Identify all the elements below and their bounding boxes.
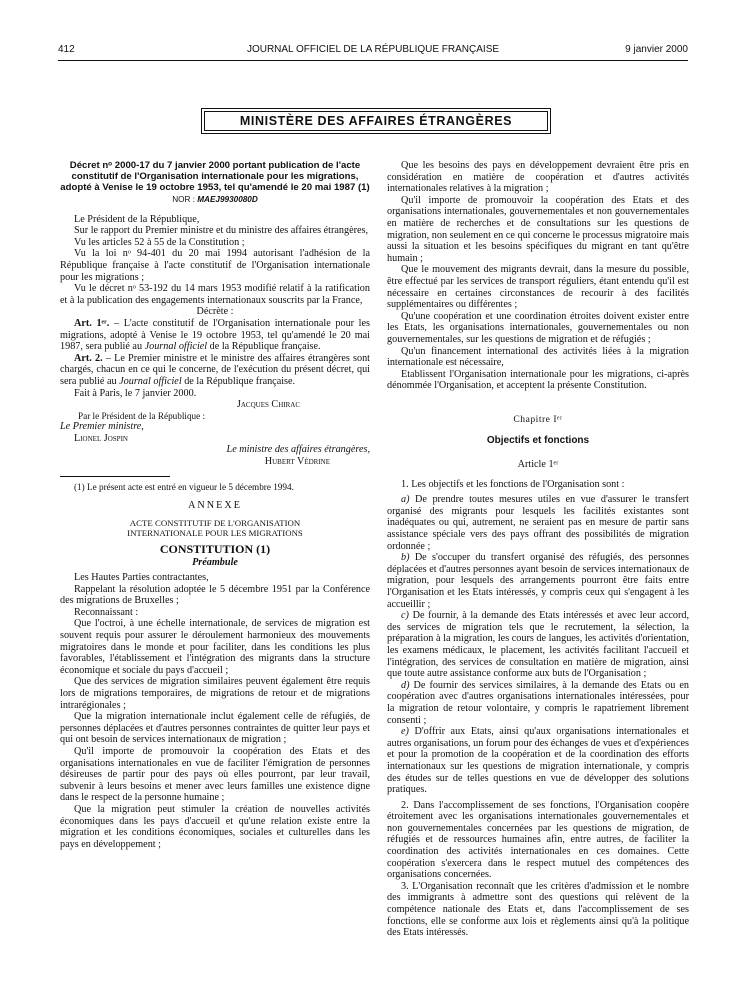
par-le-president: Par le Président de la République : [78, 410, 206, 421]
preamble-para: Que le mouvement des migrants devrait, dans la mesure du possible, être effectué par les services de transport réguliers, étant entendu qu'il est nécessaire en certaines circonstances de recourir à des facilités supplémentaires ou différentes ; [387, 264, 689, 311]
preamble-para: Qu'une coopération et une coordination étroites doivent exister entre les Etats, les organisations internationales, gouvernementales ou non gouvernementales, sur les questions de migration et de réfugiés ; [387, 310, 689, 345]
decree-para: Le Président de la République, [74, 213, 200, 225]
preamble-heading: Préambule [192, 557, 238, 569]
pm-title: Le Premier ministre, [60, 421, 144, 433]
page-number: 412 [58, 44, 75, 55]
nor-reference: NOR : MAEJ9930080D [172, 195, 258, 204]
pm-name: Lionel Jospin [74, 432, 128, 444]
constitution-heading: CONSTITUTION (1) [159, 541, 271, 556]
acte-title-line2: INTERNATIONALE POUR LES MIGRATIONS [127, 527, 303, 538]
item-a: a) De prendre toutes mesures utiles en vue d'assurer le transfert organisé des migrants pour lesquels les facilités existantes sont inadéquates ou qui, autrement, ne seraient pas en mesure de partir sans assistance spéciale vers des pays offrant des possibilités de migration ordonnée ; [387, 494, 689, 552]
minister-title: Le ministre des affaires étrangères, [226, 444, 370, 456]
article-1: Art. 1ᵉʳ. – L'acte constitutif de l'Organisation internationale pour les migrations, adopté à Venise le 19 octobre 1953, tel qu'amendé le 20 mai 1987, sera publié au Journal officiel de la République française. [60, 317, 371, 353]
item-c: c) De fournir, à la demande des Etats intéressés et avec leur accord, des services de migration tels que le recrutement, la sélection, la préparation à la migration, les cours de langues, les activités d'orientation, les examens médicaux, le placement, les activités facilitant l'accueil et l'intégration, des services de consultation en matière de migration, ainsi que toute autre assistance conforme aux buts de l'Organisation ; [387, 610, 689, 680]
preamble-para: Etablissent l'Organisation internationale pour les migrations, ci-après dénommée l'Organisation, et acceptent la présente Constitution. [387, 368, 689, 392]
minister-name: Hubert Védrine [264, 456, 330, 468]
section-1: 1. Les objectifs et les fonctions de l'Organisation sont : [401, 478, 625, 490]
annex-heading: ANNEXE [188, 500, 242, 512]
ministry-title: MINISTÈRE DES AFFAIRES ÉTRANGÈRES [239, 114, 513, 128]
left-column [60, 160, 370, 850]
right-column [387, 160, 689, 939]
decrete: Décrète : [196, 306, 234, 318]
preamble-para: Rappelant la résolution adoptée le 5 décembre 1951 par la Conférence des migrations de Bruxelles ; [60, 583, 370, 607]
decree-para: Vu la loi nᵒ 94-401 du 20 mai 1994 autorisant l'adhésion de la République française à l'acte constitutif de l'Organisation internationale pour les migrations ; [60, 248, 370, 283]
section-2: 2. Dans l'accomplissement de ses fonctions, l'Organisation coopère étroitement avec les organisations internationales gouvernementales et non gouvernementales concernées par les questions de migration, de réfugiés et de ressources humaines afin, entre autres, de faciliter la coordination des activités internationales en ces domaines. Cette coopération s'exercera dans le respect mutuel des compétences des organisations concernées. [387, 799, 689, 881]
footnote: (1) Le présent acte est entré en vigueur le 5 décembre 1994. [74, 481, 294, 492]
article-heading: Article 1ᵉʳ [517, 459, 559, 471]
journal-title: JOURNAL OFFICIEL DE LA RÉPUBLIQUE FRANÇAISE [246, 44, 500, 55]
preamble-para: Reconnaissant : [74, 606, 139, 618]
item-d: d) De fournir des services similaires, à la demande des Etats ou en coopération avec d'autres organisations internationales intéressées, pour la migration de retour volontaire, y compris le rapatriement librement consenti ; [387, 679, 689, 726]
preamble-para: Qu'un financement international des activités liées à la migration internationale est nécessaire, [387, 345, 689, 369]
preamble-para: Que des services de migration similaires peuvent également être requis lors de migrations temporaires, de migrations de retour et de migrations intrarégionales ; [60, 676, 370, 711]
decree-para: Vu les articles 52 à 55 de la Constitution ; [74, 236, 245, 248]
page-header [58, 44, 688, 58]
ministry-box [201, 108, 551, 134]
issue-date: 9 janvier 2000 [625, 44, 688, 55]
chapter-title: Objectifs et fonctions [486, 435, 590, 447]
section-3: 3. L'Organisation reconnaît que les critères d'admission et le nombre des immigrants à admettre sont des questions qui relèvent de la compétence nationale des Etats et, dans l'accomplissement de ses fonctions, elle se conforme aux lois et règlements ainsi qu'à la politique des Etats intéressés. [387, 880, 689, 939]
preamble-para: Que la migration peut stimuler la création de nouvelles activités économiques dans les pays d'accueil et qu'une relation existe entre la migration et les conditions économiques, sociales et culturelles dans les pays en développement ; [60, 803, 370, 850]
preamble-para: Les Hautes Parties contractantes, [74, 572, 209, 584]
preamble-para: Que les besoins des pays en développement devraient être pris en considération en matière de coopération et d'autres activités internationales relatives à la migration ; [387, 160, 689, 195]
preamble-para: Qu'il importe de promouvoir la coopération des Etats et des organisations internationales, gouvernementales et non gouvernementales en matière de recherches et de consultations sur les questions de migration, non seulement en ce qui concerne le processus migratoire mais aussi la situation et les besoins spécifiques du migrant en tant qu'être humain ; [387, 194, 689, 264]
preamble-para: Que l'octroi, à une échelle internationale, de services de migration est souvent requis pour assurer le déroulement harmonieux des mouvements migratoires dans le monde et pour faciliter, dans les conditions les plus favorables, l'établissement et l'intégration des migrants dans la structure économique et sociale du pays d'accueil ; [60, 618, 370, 676]
footnote-rule [60, 476, 170, 477]
chapter-heading: Chapitre Iᵉʳ [513, 413, 563, 425]
decree-para: Sur le rapport du Premier ministre et du ministre des affaires étrangères, [74, 225, 369, 237]
signature-president: Jacques Chirac [236, 399, 300, 411]
acte-title-line1: ACTE CONSTITUTIF DE L'ORGANISATION [129, 517, 301, 528]
item-b: b) De s'occuper du transfert organisé des réfugiés, des personnes déplacées et d'autres personnes ayant besoin de services internationaux de migration, pour lesquels des arrangements pourront être faits entre l'Organisation et les Etats intéressés, y compris ceux qui s'engagent à les accueillir ; [387, 552, 689, 610]
decree-title: Décret nᵒ 2000-17 du 7 janvier 2000 portant publication de l'acte constitutif de l'Organisation internationale pour les migrations, adopté à Venise le 19 octobre 1953, tel qu'amendé le 20 mai 1987 (1) [60, 160, 370, 193]
fait-a-paris: Fait à Paris, le 7 janvier 2000. [74, 387, 197, 399]
article-2: Art. 2. – Le Premier ministre et le ministre des affaires étrangères sont chargés, chacun en ce qui le concerne, de l'exécution du présent décret, qui sera publié au Journal officiel de la République française. [60, 352, 370, 387]
preamble-para: Que la migration internationale inclut également celle de réfugiés, de personnes déplacées et d'autres personnes contraintes de quitter leur pays et qui ont besoin de services internationaux de migration ; [60, 711, 370, 746]
preamble-para: Qu'il importe de promouvoir la coopération des Etats et des organisations internationales en vue de faciliter l'émigration de personnes désireuses de partir pour des pays où elles pourront, par leur travail, subvenir à leurs besoins et mener avec leurs familles une existence digne dans le respect de la personne humaine ; [60, 745, 370, 804]
header-rule [58, 60, 688, 61]
item-e: e) D'offrir aux Etats, ainsi qu'aux organisations internationales et autres organisations, un forum pour des échanges de vues et d'expériences et pour la promotion de la coopération et de la coordination des efforts internationaux sur les questions de migration internationale, y compris des études sur de telles questions en vue de développer des solutions pratiques. [387, 726, 689, 796]
decree-para: Vu le décret nᵒ 53-192 du 14 mars 1953 modifié relatif à la ratification et à la publication des engagements internationaux souscrits par la France, [60, 283, 370, 306]
